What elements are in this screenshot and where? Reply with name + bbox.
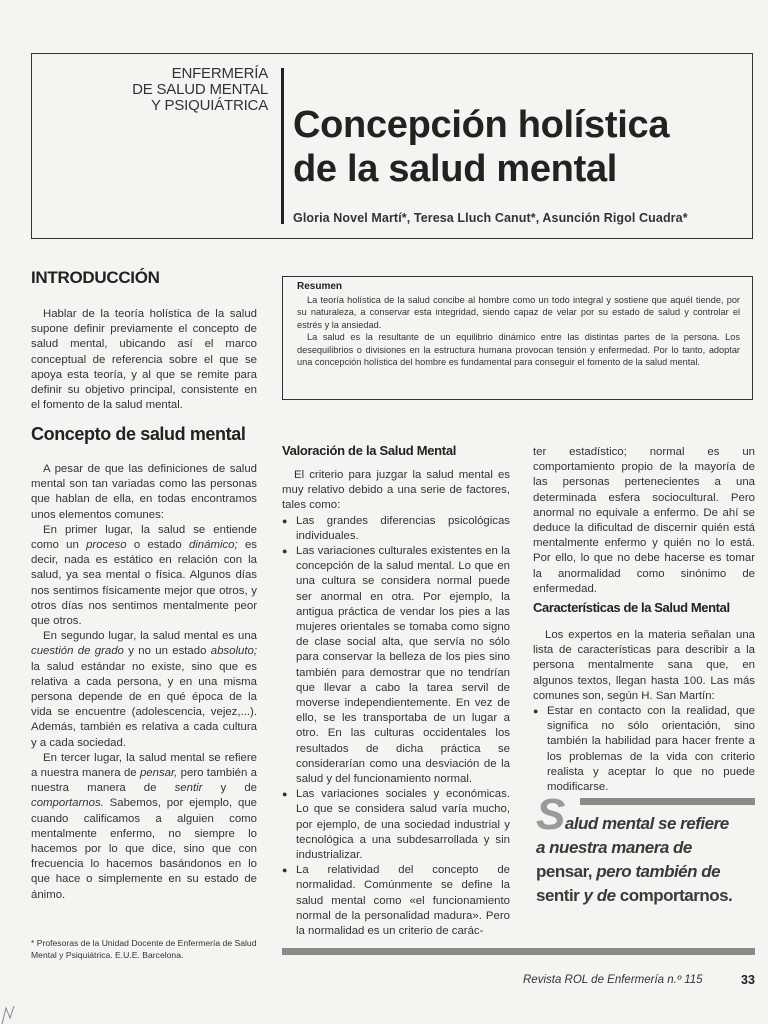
paragraph: En primer lugar, la salud se entiende como un proceso o estado dinámico; es decir, nada es estático en relación con la salud, ya sea mental o física. Algunos días nos sentimos físicamente mejor que otros, y otros días nos sentimos mentalmente peor que otros. bbox=[31, 523, 257, 628]
title-line: Concepción holística bbox=[293, 104, 670, 146]
bullet-list bbox=[533, 704, 755, 795]
paragraph: El criterio para juzgar la salud mental es muy relativo debido a una serie de factores, tales como: bbox=[282, 469, 510, 512]
list-item: ● Las variaciones sociales y económicas. Lo que se considera salud varía mucho, por ejemplo, de una sociedad industrial y tecnológica a una subdesarrollada y sin industrializar. bbox=[282, 787, 510, 863]
valoracion-continuation bbox=[533, 445, 755, 597]
section-label-line: Y PSIQUIÁTRICA bbox=[151, 97, 268, 114]
abstract-title: Resumen bbox=[297, 281, 343, 292]
bottom-rule bbox=[282, 948, 755, 955]
page-number: 33 bbox=[741, 973, 755, 987]
intro-heading: INTRODUCCIÓN bbox=[31, 268, 160, 287]
caracteristicas-heading: Características de la Salud Mental bbox=[533, 600, 730, 615]
abstract-paragraph: La teoría holística de la salud concibe al hombre como un todo integral y sostiene que aquél tiende, por su naturaleza, a conservar esta integridad, siendo capaz de velar por su estado de salud y controlar el estrés y la ansiedad. bbox=[297, 295, 740, 330]
pull-quote: Salud mental se refiere a nuestra manera de pensar, pero también de sentir y de comportarnos. bbox=[536, 790, 733, 905]
title-line: de la salud mental bbox=[293, 148, 618, 190]
authors: Gloria Novel Martí*, Teresa Lluch Canut*, Asunción Rigol Cuadra* bbox=[293, 211, 688, 225]
abstract-paragraph: La salud es la resultante de un equilibrio dinámico entre las distintas partes de la persona. Los desequilibrios o divisiones en la estructura humana provocan tensión y enfermedad. Por lo tanto, adoptar una concepción holística del hombre es fundamental para conseguir el fomento de la salud mental. bbox=[297, 332, 740, 368]
valoracion-heading: Valoración de la Salud Mental bbox=[282, 443, 457, 458]
section-label bbox=[110, 66, 268, 114]
valoracion-text bbox=[282, 468, 510, 939]
abstract-box bbox=[282, 276, 753, 400]
paragraph: ter estadístico; normal es un comportamiento propio de la mayoría de las personas pertenecientes a una determinada esfera sociocultural. Pero anormal no equivale a enfermo. De ahí se deduce la dificultad de discernir quién está mentalmente enfermo y quién no lo está. Por ello, lo que no debe hacerse es tomar la anormalidad como sinónimo de enfermedad. bbox=[533, 446, 755, 595]
concept-heading: Concepto de salud mental bbox=[31, 424, 246, 444]
title-divider bbox=[281, 68, 284, 224]
list-item: ● Las variaciones culturales existentes en la concepción de la salud mental. Lo que en una cultura se considera normal puede ser anormal en otra. Por ejemplo, la antigua práctica de vendar los pies a las mujeres orientales se tomaba como signo de clase social alta, que servía no sólo para conservar la belleza de los pies sino también para demostrar que no tendrían que llevar a cabo la tarea servil de moverse independientemente. En vez de ello, se les transportaba de un lugar a otro. En las culturas occidentales los resultados de dicha práctica se considerarían como una desviación de la salud y del funcionamiento normal. bbox=[282, 544, 510, 787]
drop-cap: S bbox=[536, 790, 565, 839]
paragraph: En tercer lugar, la salud mental se refiere a nuestra manera de pensar, pero también a nuestra manera de sentir y de comportarnos. Sabemos, por ejemplo, que cuando calificamos a alguien como mentalmente enfermo, no siempre lo hacemos por lo que dice, sino que con frecuencia lo hacemos basándonos en lo que hace o simplemente en su estado de ánimo. bbox=[31, 751, 258, 901]
caracteristicas-text bbox=[533, 628, 755, 795]
bullet-list bbox=[282, 514, 510, 940]
article-title bbox=[293, 103, 669, 191]
paragraph: En segundo lugar, la salud mental es una cuestión de grado y no un estado absoluto; la salud estándar no existe, sino que es relativa a cada persona, y en una misma persona depende de en qué época de la vida se encuentre (adolescencia, vejez,...). Además, también es relativa a cada cultura y a cada sociedad. bbox=[31, 630, 257, 749]
footnote: * Profesoras de la Unidad Docente de Enfermería de Salud Mental y Psiquiátrica. E.U.E. Barcelona. bbox=[31, 938, 257, 960]
concept-text bbox=[31, 462, 257, 903]
intro-text bbox=[31, 307, 257, 413]
section-label-line: ENFERMERÍA bbox=[171, 65, 268, 82]
paragraph: A pesar de que las definiciones de salud mental son tan variadas como las personas que hablan de ella, en todas encontramos unos elementos comunes: bbox=[31, 463, 257, 521]
list-item: ● Las grandes diferencias psicológicas individuales. bbox=[282, 514, 510, 544]
list-item: ● La relatividad del concepto de normalidad. Comúnmente se define la salud mental como «el funcionamiento normal de la personalidad madura». Pero la normalidad es un criterio de carác- bbox=[282, 863, 510, 939]
intro-paragraph: Hablar de la teoría holística de la salud supone definir previamente el concepto de salud mental, ubicando así el marco conceptual de referencia sobre el que se apoya esta teoría, y al que se remite para definir su objetivo principal, consistente en el fomento de la salud mental. bbox=[31, 308, 257, 412]
paragraph: Los expertos en la materia señalan una lista de características para describir a la persona mentalmente sana que, en algunos textos, llegan hasta 100. Las más comunes son, según H. San Martín: bbox=[533, 629, 755, 702]
list-item: ● Estar en contacto con la realidad, que significa no sólo orientación, sino también la habilidad para hacer frente a los problemas de la vida con criterio realista y aceptar lo que no puede modificarse. bbox=[533, 704, 755, 795]
section-label-line: DE SALUD MENTAL bbox=[132, 81, 268, 98]
journal-name: Revista ROL de Enfermería n.º 115 bbox=[523, 974, 703, 986]
page-corner-mark bbox=[0, 996, 28, 1024]
